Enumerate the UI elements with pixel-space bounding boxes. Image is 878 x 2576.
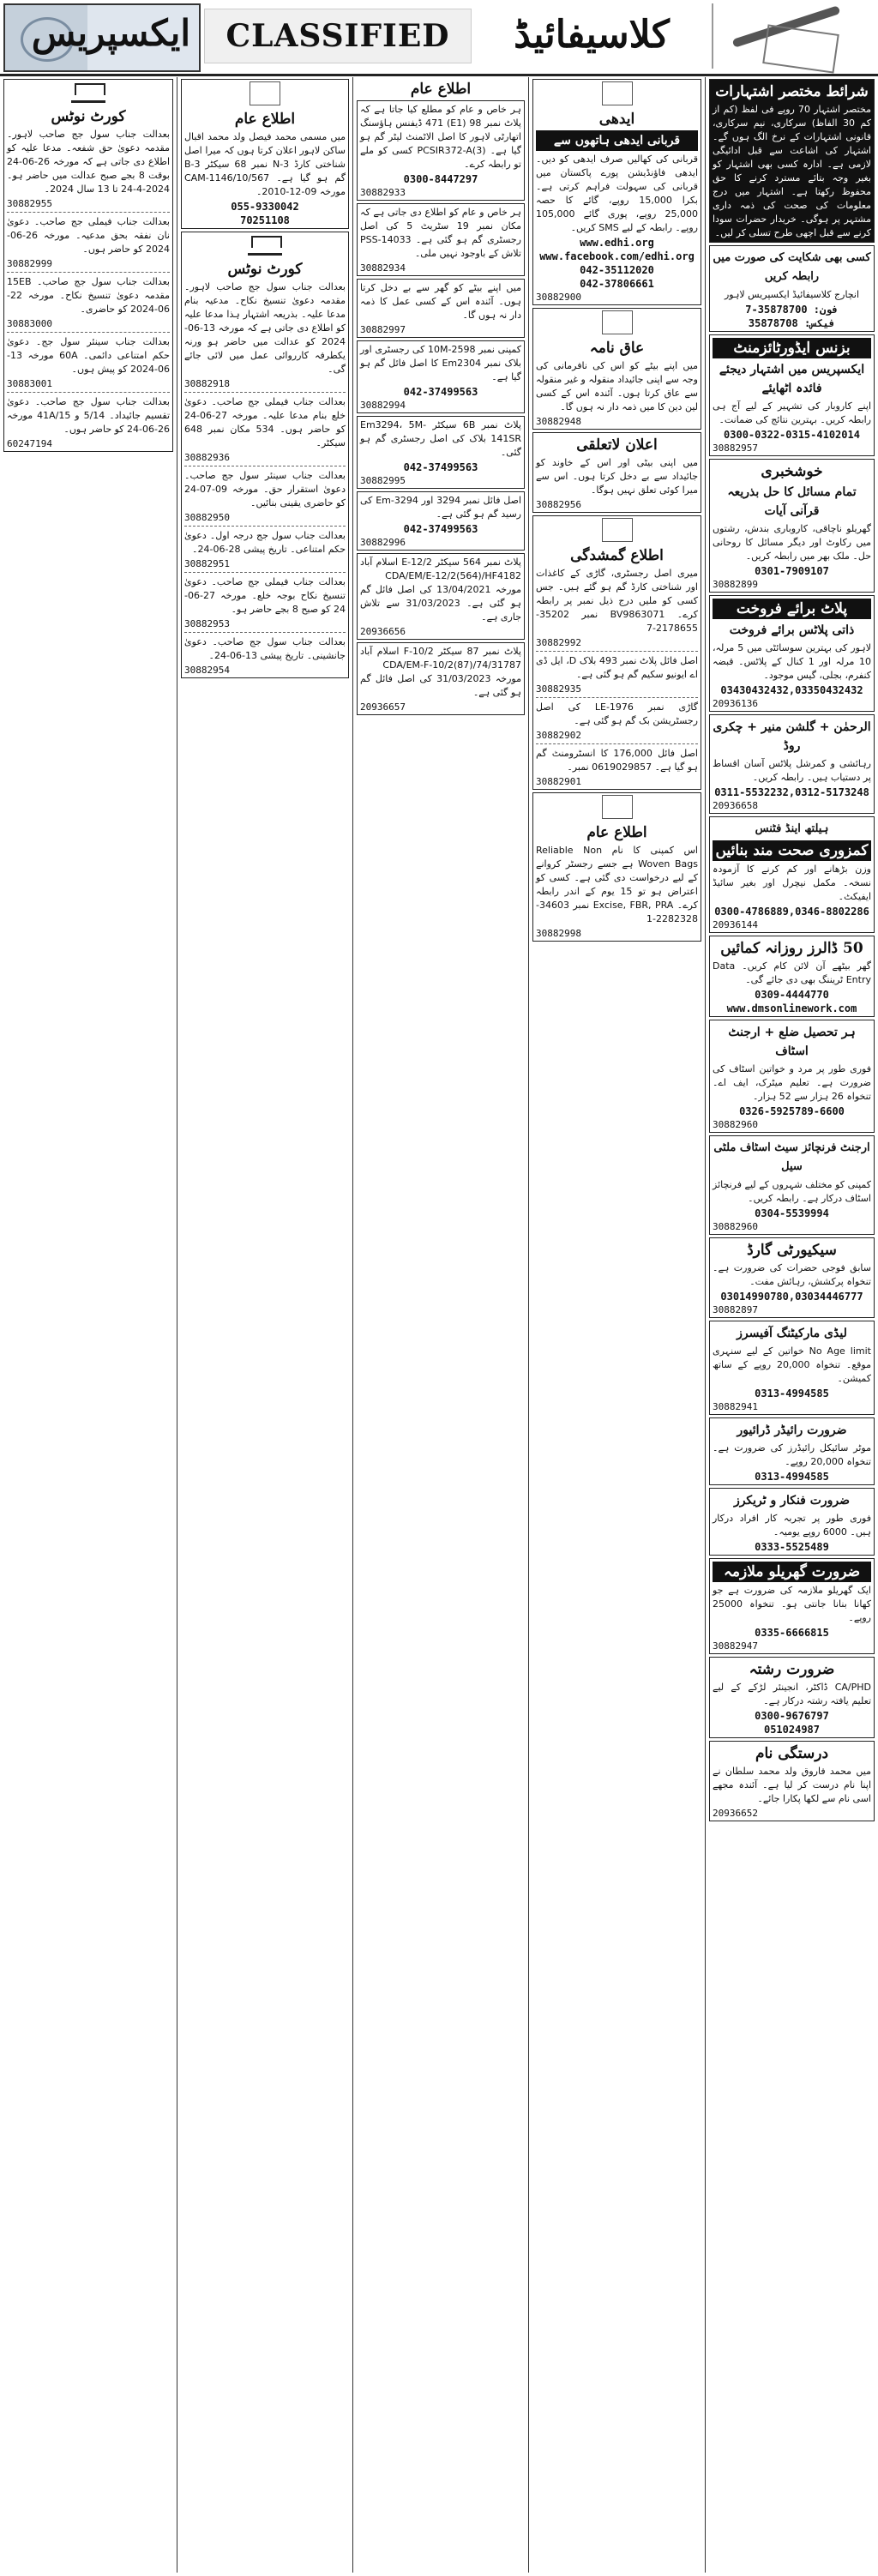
ad-haq-body: میں اپنے بیٹے کو اس کی نافرمانی کی وجہ سے اپنی جائیداد منقولہ و غیر منقولہ سے عاق کرتا ہوں۔ آئندہ اس کے کسی لین دین کا میں ذمہ دار نہ ہوں گا۔ <box>536 360 698 412</box>
column-4 <box>177 77 352 2573</box>
ad-ref-number: 30882994 <box>360 400 406 411</box>
court-notice-body: بعدالت جناب سول جج صاحب۔ 15EB مقدمہ دعویٰ تنسیخ نکاح۔ مورخہ 22-06-2024 کو حاضری۔ <box>7 276 170 315</box>
court-notices-title: کورٹ نوٹس <box>227 261 303 278</box>
ad-ref-number: 30882995 <box>360 475 406 486</box>
ad-dha <box>709 714 875 814</box>
classified-title-ur: کلاسیفائیڈ <box>514 13 670 57</box>
ad-name-change <box>709 1741 875 1821</box>
ad-staff-phone[interactable]: 0326-5925789-6600 <box>739 1105 845 1117</box>
ad-name-change-body: میں محمد فاروق ولد محمد سلطان نے اپنا نام درست کر لیا ہے۔ آئندہ مجھے اسی نام سے لکھا پکارا جائے۔ <box>713 1766 871 1804</box>
ad-earn-phone[interactable]: 0309-4444770 <box>755 989 829 1001</box>
ad-dha-body: رہائشی و کمرشل پلاٹس آسان اقساط پر دستیاب ہیں۔ رابطہ کریں۔ <box>713 758 871 783</box>
ad-maid <box>709 1558 875 1654</box>
notice-phone[interactable]: 0300-8447297 <box>403 173 478 185</box>
notice-body: ہر خاص و عام کو مطلع کیا جاتا ہے کہ پلاٹ نمبر 98 (E1) 471 ڈیفنس ہاؤسنگ اتھارٹی لاہور کا اصل الاٹمنٹ لیٹر گم ہو گیا ہے۔ PCSIR372-A(3) کسی کو ملے تو رابطہ کرے۔ <box>360 104 521 170</box>
ad-ref-number: 20936144 <box>713 919 758 930</box>
notice-6 <box>357 491 525 551</box>
complaint-box <box>709 245 875 332</box>
ad-ref-number: 30882956 <box>536 499 581 510</box>
contact-fax: فیکس: 35878708 <box>748 317 836 329</box>
ad-health-subtitle: کمزوری صحت مند بنائیں <box>713 840 871 861</box>
notice-body: پلاٹ نمبر 564 سیکٹر E-12/2 اسلام آباد CDA/EM/E-12/2(564)/HF4182 مورخہ 13/04/2021 کی اصل فائل گم ہو گئی ہے۔ 31/03/2023 سے تلاش جاری ہے۔ <box>360 557 521 623</box>
notice-body: میں مسمی محمد فیصل ولد محمد اقبال ساکن لاہور اعلان کرتا ہوں کہ میرا اصل شناختی کارڈ N-3 نمبر 68 سیکٹر B-3 گم ہو گیا ہے۔ CAM-1146/10/567 مورخہ 09-12-2010۔ <box>184 131 346 197</box>
ad-security-body: سابق فوجی حضرات کی ضرورت ہے۔ تنخواہ پرکشش، رہائش مفت۔ <box>713 1262 871 1287</box>
ad-health-title: ہیلتھ اینڈ فٹنس <box>755 822 829 835</box>
ad-ref-number: 30883001 <box>7 378 52 389</box>
column-4-title: اطلاع عام <box>234 111 296 128</box>
ad-business-subtitle: ایکسپریس میں اشتہار دیجئے فائدہ اٹھایئے <box>719 363 865 395</box>
ad-earn-body: گھر بیٹھے آن لائن کام کریں۔ Data Entry ٹریننگ بھی دی جائے گی۔ <box>713 960 871 985</box>
notice-8 <box>357 642 525 715</box>
ad-lady <box>709 1321 875 1415</box>
ad-haq-nama <box>532 308 701 430</box>
ad-ref-number: 30882918 <box>184 378 230 389</box>
notice-body: کمپنی نمبر 10M-2598 کی رجسٹری اور بلاک نمبر Em2304 کا اصل فائل گم ہو گیا ہے۔ <box>360 344 521 382</box>
ad-public-notice <box>532 792 701 942</box>
column-2 <box>528 77 705 2573</box>
court-notice-body: بعدالت جناب فیملی جج صاحب۔ دعویٰ تنسیخ نکاح بوجہ خلع۔ مورخہ 27-06-24 کو صبح 8 بجے حاضر ہو۔ <box>184 576 346 615</box>
ad-agent-body: کمپنی کو مختلف شہروں کے لیے فرنچائز اسٹاف درکار ہے۔ رابطہ کریں۔ <box>713 1179 871 1204</box>
ad-edhi-facebook[interactable]: www.facebook.com/edhi.org <box>539 250 695 262</box>
ad-missing-body-2: اصل فائل پلاٹ نمبر 493 بلاک D، ایل ڈی اے ایونیو سکیم گم ہو گئی ہے۔ <box>536 655 699 680</box>
court-notice-body: بعدالت جناب سول جج صاحب۔ دعویٰ تقسیم جائیداد۔ 5/14 و 41A/15 مورخہ 26-06-24 کو حاضر ہوں۔ <box>7 396 171 435</box>
ad-driver-body: موٹر سائیکل رائیڈرز کی ضرورت ہے۔ تنخواہ 20,000 روپے۔ <box>713 1442 871 1467</box>
complaint-note: کسی بھی شکایت کی صورت میں رابطہ کریں <box>713 251 871 283</box>
notice-1 <box>357 100 525 201</box>
court-notice-body: بعدالت جناب سول جج صاحب لاہور۔ مقدمہ دعویٰ حق شفعہ۔ مدعا علیہ کو اطلاع دی جاتی ہے کہ مورخہ 26-06-24 بوقت 8 بجے صبح عدالت میں حاضر ہو۔ 2024-4-24 تا 13 سال 2024۔ <box>7 129 170 195</box>
ad-ref-number: 30882997 <box>360 324 406 335</box>
ad-ref-number: 20936136 <box>713 698 758 709</box>
ad-agent <box>709 1135 875 1235</box>
column-5 <box>0 77 177 2573</box>
ad-business-phone[interactable]: 0300-0322-0315-4102014 <box>724 429 860 441</box>
ad-agent-phone[interactable]: 0304-5539994 <box>755 1207 829 1219</box>
ad-haq-title: عاق نامہ <box>589 340 645 357</box>
ad-missing-body: میری اصل رجسٹری، گاڑی کے کاغذات اور شناختی کارڈ گم ہو گئے ہیں۔ جس کسی کو ملیں درج ذیل نمبر پر رابطہ کرے۔ BV9863071 نمبر 35202-2178655-7 <box>536 568 698 634</box>
ad-driver <box>709 1417 875 1485</box>
ad-ref-number: 30882950 <box>184 512 230 523</box>
ad-ref-number: 20936656 <box>360 626 406 637</box>
ad-plots <box>709 595 875 712</box>
column-1 <box>705 77 878 2573</box>
notice-4 <box>357 340 525 413</box>
ad-driver-title: ضرورت رائیڈر ڈرائیور <box>737 1423 847 1437</box>
ad-maid-title: ضرورت گھریلو ملازمہ <box>713 1562 871 1582</box>
ad-business-title: بزنس ایڈورٹائزمنٹ <box>713 338 871 358</box>
ad-staff-body: فوری طور پر مرد و خواتین اسٹاف کی ضرورت ہے۔ تعلیم میٹرک، ایف اے۔ تنخواہ 26 ہزار سے 52 ہزار۔ <box>713 1063 871 1102</box>
ad-disown-title: اعلان لاتعلقی <box>576 436 658 454</box>
ad-name-change-title: درستگی نام <box>755 1745 829 1762</box>
ad-ref-number: 30882960 <box>713 1221 758 1232</box>
ad-cook <box>709 1488 875 1556</box>
ad-ref-number: 30882954 <box>184 665 230 676</box>
pen-icon <box>602 795 633 819</box>
ad-maid-body: ایک گھریلو ملازمہ کی ضرورت ہے جو کھانا بنانا جانتی ہو۔ تنخواہ 25000 روپے۔ <box>713 1585 871 1623</box>
notice-2 <box>357 203 525 276</box>
ad-maid-phone[interactable]: 0335-6666815 <box>755 1627 829 1639</box>
court-notice-body: بعدالت جناب سول جج صاحب۔ دعویٰ جانشینی۔ تاریخ پیشی 13-06-24۔ <box>184 636 346 661</box>
ad-lady-title: لیڈی مارکیٹنگ آفیسرز <box>737 1327 847 1340</box>
public-notice-box <box>181 79 349 229</box>
ad-edhi <box>532 79 701 305</box>
ad-rishta-title: ضرورت رشتہ <box>749 1661 835 1678</box>
column-3-title: اطلاع عام <box>410 81 472 98</box>
notice-3 <box>357 279 525 338</box>
ad-plots-phone[interactable]: 03430432432,03350432432 <box>720 684 863 696</box>
rates-title: شرائط مختصر اشتہارات <box>715 83 869 100</box>
ad-rishta-phone-2[interactable]: 051024987 <box>763 1724 821 1736</box>
ad-earn-website[interactable]: www.dmsonlinework.com <box>726 1002 857 1014</box>
ad-ref-number: 30882948 <box>536 416 581 427</box>
ad-edhi-title: ایدھی <box>598 111 635 128</box>
ad-ref-number: 30882934 <box>360 262 406 274</box>
ad-driver-phone[interactable]: 0313-4994585 <box>755 1471 829 1483</box>
court-notices-box <box>181 232 349 678</box>
ad-earn-title: 50 ڈالرز روزانہ کمائیں <box>720 940 863 957</box>
notice-body: میں اپنے بیٹے کو گھر سے بے دخل کرتا ہوں۔ آئندہ اس کے کسی عمل کا ذمہ دار نہ ہوں گا۔ <box>360 282 521 321</box>
notice-phone[interactable]: 055-9330042 <box>231 201 299 213</box>
ad-dha-title: الرحمٰن + گلشن منیر + چکری روڈ <box>713 720 871 753</box>
ad-ref-number: 30882899 <box>713 579 758 590</box>
ad-good-news-subtitle: تمام مسائل کا حل بذریعہ قرآنی آیات <box>727 485 857 518</box>
ad-disown <box>532 432 701 513</box>
ad-plots-title: پلاٹ برائے فروخت <box>713 599 871 619</box>
ad-ref-number: 30882999 <box>7 258 52 269</box>
classified-title-en: CLASSIFIED <box>204 9 472 63</box>
chain-icon <box>602 310 633 334</box>
notice-phone[interactable]: 042-37499563 <box>403 386 478 398</box>
court-notice-body: بعدالت جناب سول جج صاحب لاہور۔ مقدمہ دعویٰ تنسیخ نکاح۔ مدعیہ بنام مدعا علیہ۔ بذریعہ اشتہار ہذا مدعا علیہ کو اطلاع دی جاتی ہے کہ مورخہ 13-06-2024 کو عدالت میں حاضر ہو ورنہ یکطرفہ کارروائی عمل میں لائی جائے گی۔ <box>184 281 346 375</box>
ad-lady-phone[interactable]: 0313-4994585 <box>755 1387 829 1399</box>
ad-ref-number: 30882900 <box>536 292 581 303</box>
rates-box <box>709 79 875 243</box>
ad-ref-number: 30882957 <box>713 442 758 454</box>
ad-earn <box>709 936 875 1017</box>
ad-missing-body-3: گاڑی نمبر LE-1976 کی اصل رجسٹریشن بک گم ہو گئی ہے۔ <box>536 701 698 726</box>
masthead <box>0 0 878 76</box>
ad-missing <box>532 515 701 790</box>
notice-body: پلاٹ نمبر 87 سیکٹر F-10/2 اسلام آباد CDA/EM-F-10/2(87)/74/31787 مورخہ 31/03/2023 کی اصل فائل گم ہو گئی ہے۔ <box>360 646 521 698</box>
ad-security <box>709 1237 875 1318</box>
ad-ref-number: 30882947 <box>713 1640 758 1652</box>
ad-cook-title: ضرورت فنکار و ٹریکرز <box>733 1494 851 1508</box>
ambulance-icon <box>602 81 633 105</box>
notice-body: اصل فائل نمبر 3294 اور Em-3294 کی رسید گم ہو گئی ہے۔ <box>360 495 522 520</box>
notice-phone-2[interactable]: 70251108 <box>240 214 290 226</box>
ad-ref-number: 30882996 <box>360 537 406 548</box>
ad-cook-phone[interactable]: 0333-5525489 <box>755 1541 829 1553</box>
ad-edhi-subtitle: قربانی ایدھی ہاتھوں سے <box>536 130 698 151</box>
ad-good-news-title: خوشخبری <box>761 463 823 480</box>
ad-ref-number: 30882955 <box>7 198 52 209</box>
column-3 <box>352 77 528 2573</box>
ad-edhi-website[interactable]: www.edhi.org <box>580 237 654 249</box>
megaphone-icon <box>602 518 633 542</box>
ad-rishta <box>709 1657 875 1738</box>
ad-rishta-body: CA/PHD ڈاکٹر، انجینئر لڑکے کے لیے تعلیم یافتہ رشتہ درکار ہے۔ <box>713 1682 871 1706</box>
ad-security-phone[interactable]: 03014990780,03034446777 <box>720 1291 863 1303</box>
contact-label: انچارج کلاسیفائیڈ ایکسپریس لاہور <box>724 289 860 300</box>
ad-ref-number: 30882941 <box>713 1401 758 1412</box>
ad-ref-number: 30882935 <box>536 683 581 695</box>
ad-health <box>709 816 875 933</box>
ad-rishta-phone[interactable]: 0300-9676797 <box>755 1710 829 1722</box>
ad-edhi-body: قربانی کی کھالیں صرف ایدھی کو دیں۔ ایدھی فاؤنڈیشن پورے پاکستان میں قربانی کی سہولت فراہم کرتی ہے۔ بکرا 15,000 روپے، گائے کا حصہ 25,000 روپے، پوری گائے 105,000 روپے۔ رابطہ کے لیے SMS کریں۔ <box>536 153 698 233</box>
ad-ref-number: 30882960 <box>713 1119 758 1130</box>
ad-public-notice-title: اطلاع عام <box>586 824 647 841</box>
court-notice-body: بعدالت جناب سینئر سول جج صاحب۔ دعویٰ استقرار حق۔ مورخہ 09-07-24 کو حاضری یقینی بنائیں۔ <box>184 470 346 509</box>
court-notices-title-2: کورٹ نوٹس <box>51 108 126 125</box>
court-notice-body: بعدالت جناب فیملی جج صاحب۔ دعویٰ نان نفقہ بحق مدعیہ۔ مورخہ 26-06-2024 کو حاضر ہوں۔ <box>7 216 170 255</box>
ad-edhi-phone-1[interactable]: 042-35112020 <box>580 264 654 276</box>
ad-ref-number: 30882933 <box>360 187 406 198</box>
ad-security-title: سیکیورٹی گارڈ <box>747 1242 837 1259</box>
ad-ref-number: 60247194 <box>7 438 52 449</box>
court-building-icon <box>248 234 282 256</box>
ad-health-phone[interactable]: 0300-4786889,0346-8802286 <box>714 906 869 918</box>
ad-business-body: اپنے کاروبار کی تشہیر کے لیے آج ہی رابطہ کریں۔ بہترین نتائج کی ضمانت۔ <box>713 400 871 425</box>
ad-staff-title: ہر تحصیل ضلع + ارجنٹ اسٹاف <box>728 1026 856 1058</box>
ad-ref-number: 20936652 <box>713 1808 758 1819</box>
express-logo-text: ایکسپریس <box>31 12 190 54</box>
ad-ref-number: 30883000 <box>7 318 52 329</box>
court-building-icon <box>71 81 105 103</box>
ad-missing-title: اطلاع گمشدگی <box>570 547 664 564</box>
ad-public-notice-body: اس کمپنی کا نام Reliable Non Woven Bags ہے جسے رجسٹر کروانے کے لیے درخواست دی گئی ہے۔ کسی کو اعتراض ہو تو 15 یوم کے اندر رابطہ کرے۔ Excise, FBR, PRA نمبر 34603-2282328-1 <box>536 845 698 924</box>
ad-good-news <box>709 459 875 593</box>
megaphone-icon <box>250 81 280 105</box>
notice-body: پلاٹ نمبر 6B سیکٹر Em3294، 5M-141SR بلاک کی اصل رجسٹری گم ہو گئی۔ <box>360 419 521 458</box>
ad-good-news-phone[interactable]: 0301-7909107 <box>755 565 829 577</box>
express-logo[interactable] <box>3 3 201 72</box>
ad-cook-body: فوری طور پر تجربہ کار افراد درکار ہیں۔ 6000 روپے یومیہ۔ <box>713 1513 871 1538</box>
notice-phone[interactable]: 042-37499563 <box>403 523 478 535</box>
court-notice-body: بعدالت جناب فیملی جج صاحب۔ دعویٰ خلع بنام مدعا علیہ۔ مورخہ 27-06-24 کو حاضر ہوں۔ 534 مکان نمبر 648 سیکٹر۔ <box>184 396 346 448</box>
ad-ref-number: 30882992 <box>536 637 581 648</box>
notice-7 <box>357 553 525 640</box>
notice-5 <box>357 416 525 489</box>
ad-ref-number: 30882897 <box>713 1304 758 1315</box>
ad-ref-number: 30882901 <box>536 776 581 787</box>
ad-ref-number: 20936658 <box>713 800 758 811</box>
ad-edhi-phone-2[interactable]: 042-37806661 <box>580 278 654 290</box>
ad-ref-number: 30882953 <box>184 618 230 629</box>
rates-body: مختصر اشتہار 70 روپے فی لفظ (کم از کم 30 الفاظ) سرکاری، نیم سرکاری، قانونی اشتہارات کے نرخ الگ ہوں گے۔ اشتہار کی اشاعت سے قبل ادائیگی لازمی ہے۔ ادارہ کسی بھی اشتہار کو بغیر وجہ بتائے مسترد کرنے کا حق محفوظ رکھتا ہے۔ اشتہار میں درج معلومات کی صحت کی ذمہ داری مشتہر پر ہوگی۔ خریدار حضرات سودا کرنے سے قبل اچھی طرح تسلی کر لیں۔ <box>713 104 871 238</box>
notice-phone[interactable]: 042-37499563 <box>403 461 478 473</box>
court-notices-box-2 <box>3 79 173 452</box>
ad-plots-body: لاہور کی بہترین سوسائٹی میں 5 مرلہ، 10 مرلہ اور 1 کنال کے پلاٹس۔ قبضہ کنفرم، بجلی، گیس موجود۔ <box>713 642 871 681</box>
ad-missing-body-4: اصل فائل 176,000 کا انسٹرومنٹ گم ہو گیا ہے۔ 0619029857 نمبر۔ <box>536 748 698 773</box>
ad-ref-number: 30882902 <box>536 730 581 741</box>
ad-business <box>709 334 875 456</box>
ad-ref-number: 30882936 <box>184 452 230 463</box>
ad-staff <box>709 1020 875 1133</box>
notice-body: ہر خاص و عام کو اطلاع دی جاتی ہے کہ مکان نمبر 19 سٹریٹ 5 کی اصل رجسٹری گم ہو گئی ہے۔ PSS-14033 تلاش کے باوجود نہیں ملی۔ <box>360 207 521 259</box>
ad-ref-number: 30882951 <box>184 558 230 569</box>
contact-phone[interactable]: فون: 35878700-7 <box>745 304 839 316</box>
ad-ref-number: 30882998 <box>536 928 581 939</box>
pen-paper-icon <box>712 3 876 69</box>
ad-disown-body: میں اپنی بیٹی اور اس کے خاوند کو جائیداد سے بے دخل کرتا ہوں۔ اس سے میرا کوئی تعلق نہیں ہوگا۔ <box>536 457 698 496</box>
court-notice-body: بعدالت جناب سینئر سول جج۔ دعویٰ حکم امتناعی دائمی۔ 60A مورخہ 13-06-2024 کو پیش ہوں۔ <box>7 336 170 375</box>
ad-plots-subtitle: ذاتی پلاٹس برائے فروخت <box>729 623 855 637</box>
ad-ref-number: 20936657 <box>360 701 406 713</box>
ad-dha-phone[interactable]: 0311-5532232,0312-5173248 <box>714 786 869 798</box>
court-notice-body: بعدالت جناب سول جج درجہ اول۔ دعویٰ حکم امتناعی۔ تاریخ پیشی 28-06-24۔ <box>184 530 346 555</box>
ad-agent-title: ارجنٹ فرنچائز سیٹ اسٹاف ملٹی سیل <box>713 1141 870 1173</box>
ad-good-news-body: گھریلو ناچاقی، کاروباری بندش، رشتوں میں رکاوٹ اور دیگر مسائل کا روحانی حل۔ ملک بھر میں رابطہ کریں۔ <box>713 523 871 562</box>
ad-health-body: وزن بڑھانے اور کم کرنے کا آزمودہ نسخہ۔ مکمل نیچرل اور بغیر سائیڈ ایفیکٹ۔ <box>713 864 871 902</box>
ad-lady-body: No Age limit خواتین کے لیے سنہری موقع۔ تنخواہ 20,000 روپے کے ساتھ کمیشن۔ <box>713 1345 872 1384</box>
